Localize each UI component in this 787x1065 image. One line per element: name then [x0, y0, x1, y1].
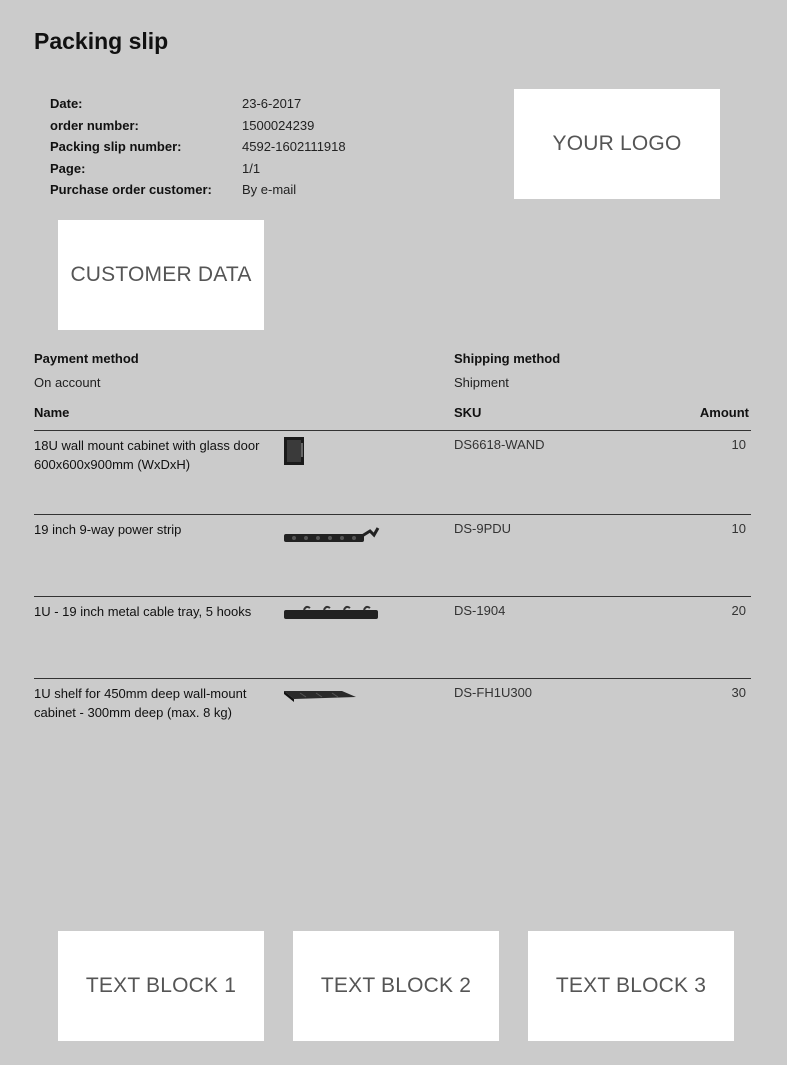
meta-row-purchase-order — [50, 179, 346, 201]
cable-tray-image — [282, 601, 382, 630]
shipping-method-value: Shipment — [454, 375, 509, 390]
meta-row-packing-slip-number — [50, 136, 346, 158]
text-block-2: TEXT BLOCK 2 — [293, 931, 499, 1041]
payment-method-value: On account — [34, 375, 101, 390]
customer-data-placeholder: CUSTOMER DATA — [58, 220, 264, 330]
meta-label: Page: — [50, 160, 86, 176]
product-sku: DS6618-WAND — [454, 437, 545, 452]
text-block-1: TEXT BLOCK 1 — [58, 931, 264, 1041]
column-header-sku: SKU — [454, 405, 482, 420]
meta-value: 23-6-2017 — [242, 96, 302, 111]
meta-label: Packing slip number: — [50, 139, 182, 154]
meta-label: order number: — [50, 117, 139, 133]
product-name: 18U wall mount cabinet with glass door 600x600x900mm (WxDxH) — [34, 438, 260, 472]
meta-label: Purchase order customer: — [50, 182, 212, 197]
product-sku: DS-9PDU — [454, 521, 512, 536]
product-name: 19 inch 9-way power strip — [34, 522, 182, 537]
table-row — [34, 596, 751, 679]
meta-row-order-number — [50, 115, 346, 137]
table-row — [34, 514, 751, 597]
product-sku: DS-1904 — [454, 603, 506, 618]
shelf-image — [282, 683, 358, 710]
power-strip-image — [282, 519, 382, 550]
order-meta — [50, 93, 346, 201]
logo-placeholder: YOUR LOGO — [514, 89, 720, 199]
product-amount: 10 — [731, 521, 746, 536]
column-header-name: Name — [34, 405, 70, 420]
product-amount: 10 — [731, 437, 746, 452]
meta-value: 1500024239 — [242, 117, 315, 133]
product-amount: 20 — [731, 603, 746, 618]
product-name: 1U - 19 inch metal cable tray, 5 hooks — [34, 604, 252, 619]
meta-value: 1/1 — [242, 160, 261, 176]
page-title: Packing slip — [34, 28, 169, 54]
meta-label: Date: — [50, 96, 83, 111]
payment-method-label: Payment method — [34, 351, 139, 366]
shipping-method-label: Shipping method — [454, 351, 561, 366]
meta-value: 4592-1602111918 — [242, 139, 346, 154]
product-name: 1U shelf for 450mm deep wall-mount cabinet - 300mm deep (max. 8 kg) — [34, 686, 247, 720]
product-sku: DS-FH1U300 — [454, 685, 533, 700]
table-row — [34, 678, 751, 761]
meta-row-page — [50, 158, 346, 180]
text-block-3: TEXT BLOCK 3 — [528, 931, 734, 1041]
meta-row-date — [50, 93, 346, 115]
table-row — [34, 430, 751, 513]
cabinet-image — [282, 435, 308, 472]
product-amount: 30 — [731, 685, 746, 700]
meta-value: By e-mail — [242, 182, 297, 197]
column-header-amount: Amount — [699, 405, 749, 420]
